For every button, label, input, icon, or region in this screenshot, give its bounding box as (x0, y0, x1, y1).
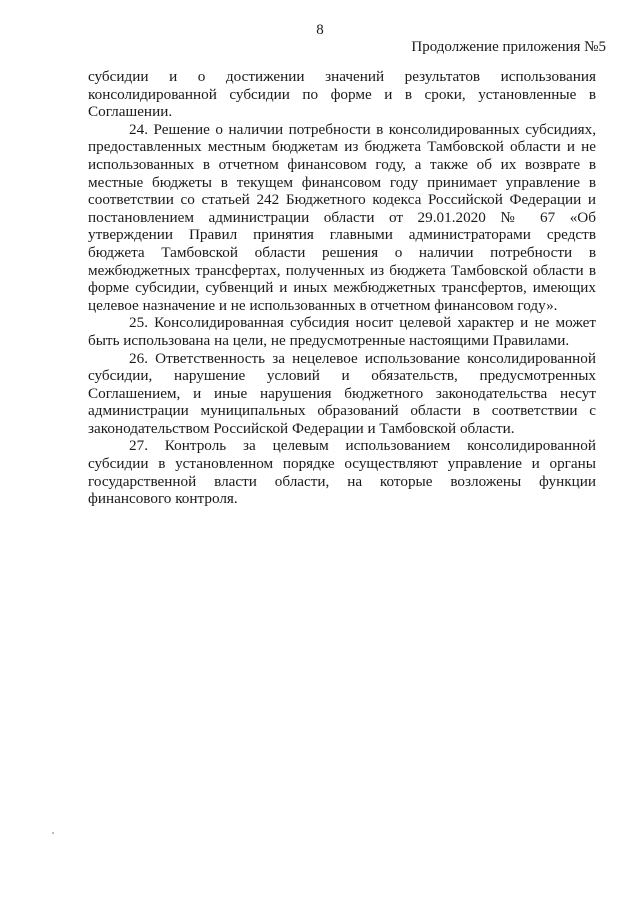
text-line: постановлением администрации области от 29.01.2020 № 67 «Об (88, 208, 596, 226)
paragraph-24 (88, 121, 596, 315)
paragraph-25 (88, 314, 596, 349)
scan-speck (52, 832, 54, 834)
text-line: использованных в отчетном финансовом году, а также об их возврате в (88, 155, 596, 173)
text-line: утверждении Правил принятия главными администраторами средств (88, 226, 596, 244)
text-line: Соглашением, и иные нарушения бюджетного законодательства несут (88, 384, 596, 402)
text-line: законодательством Российской Федерации и Тамбовской области. (88, 419, 515, 437)
text-line: бюджета Тамбовской области решения о наличии потребности в (88, 243, 596, 261)
paragraph-27 (88, 437, 596, 507)
text-line: межбюджетных трансфертах, полученных из бюджета Тамбовской области в (88, 261, 596, 279)
text-line: целевое назначение и не использованных в отчетном финансовом году». (88, 296, 558, 314)
page-number: 8 (316, 22, 324, 38)
text-line: субсидии и о достижении значений результатов использования (88, 68, 596, 85)
paragraph-continuation (88, 68, 596, 121)
text-line: 24. Решение о наличии потребности в консолидированных субсидиях, (129, 120, 596, 138)
text-line: государственной власти области, на которые возложены функции (88, 472, 596, 490)
text-line: предоставленных местным бюджетам из бюджета Тамбовской области и не (88, 138, 596, 156)
appendix-continuation-note: Продолжение приложения №5 (411, 39, 606, 55)
text-line: соответствии со статьей 242 Бюджетного кодекса Российской Федерации и (88, 191, 596, 209)
text-line: быть использована на цели, не предусмотренные настоящими Правилами. (88, 331, 570, 349)
text-line: форме субсидии, субвенций и иных межбюджетных трансфертов, имеющих (88, 279, 596, 297)
text-line: 27. Контроль за целевым использованием консолидированной (129, 437, 596, 455)
text-line: субсидии в установленном порядке осуществляют управление и органы (88, 455, 596, 473)
text-line: местные бюджеты в текущем финансовом году принимает управление в (88, 173, 596, 191)
text-line: Соглашении. (88, 103, 173, 121)
text-line: субсидии, нарушение условий и обязательств, предусмотренных (88, 367, 596, 385)
text-line: консолидированной субсидии по форме и в сроки, установленные в (88, 85, 596, 103)
text-line: администрации муниципальных образований области в соответствии с (88, 402, 596, 420)
text-line: 25. Консолидированная субсидия носит целевой характер и не может (129, 314, 596, 332)
text-line: финансового контроля. (88, 490, 238, 508)
text-line: 26. Ответственность за нецелевое использование консолидированной (129, 349, 596, 367)
document-body (88, 68, 596, 508)
paragraph-26 (88, 350, 596, 438)
